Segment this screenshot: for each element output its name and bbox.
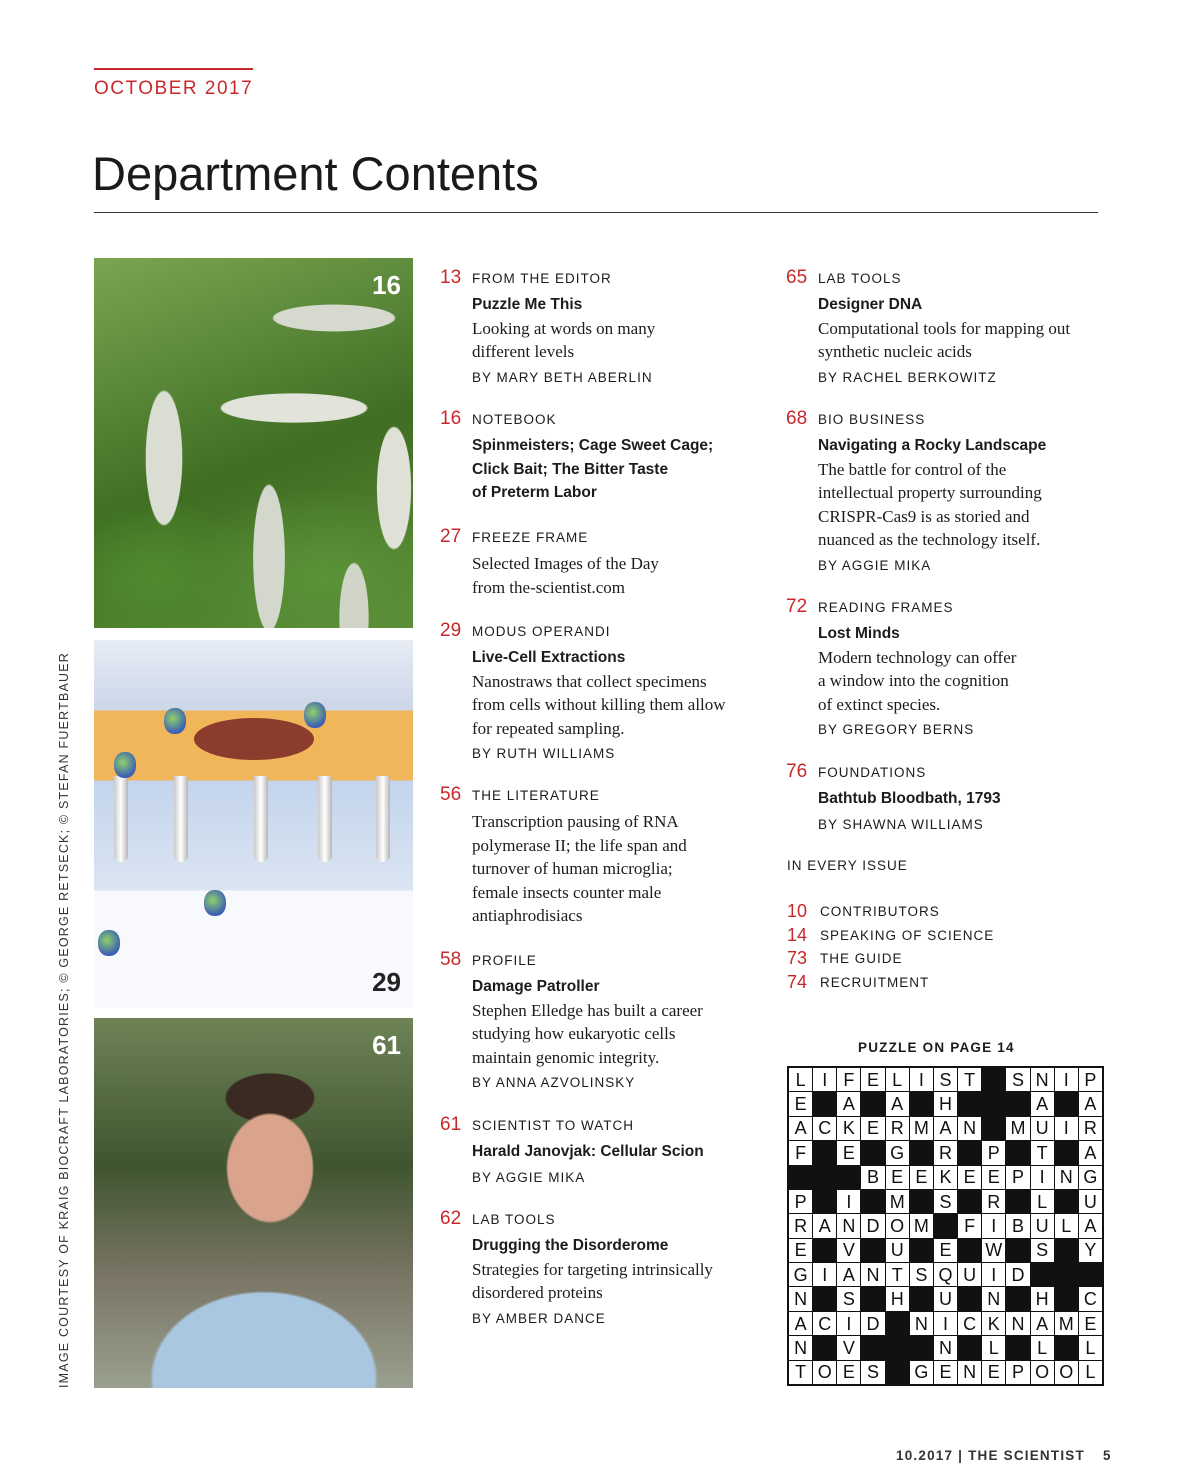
entry-description: The battle for control of the intellectual property surrounding CRISPR-Cas9 is as storied and nuanced as the technology itself. (818, 459, 1042, 549)
crossword-letter-cell: A (837, 1092, 860, 1115)
toc-entry[interactable] (440, 1208, 802, 1328)
issue-item-label: THE GUIDE (820, 951, 903, 967)
crossword-letter-cell: S (910, 1263, 933, 1286)
crossword-letter-cell: F (837, 1068, 860, 1091)
crossword-black-cell (861, 1141, 884, 1164)
crossword-black-cell (813, 1336, 836, 1359)
issue-item[interactable] (787, 900, 994, 924)
crossword-letter-cell: D (861, 1214, 884, 1237)
nanostraw-shape (376, 776, 390, 862)
crossword-black-cell (813, 1166, 836, 1189)
crossword-letter-cell: I (1031, 1166, 1054, 1189)
crossword-letter-cell: L (1079, 1361, 1102, 1384)
toc-entry[interactable] (440, 784, 802, 928)
silkworm-photo (94, 258, 413, 628)
crossword-letter-cell: E (934, 1239, 957, 1262)
crossword-letter-cell: I (910, 1068, 933, 1091)
protein-blob (304, 702, 326, 728)
crossword-letter-cell: U (886, 1239, 909, 1262)
crossword-letter-cell: E (982, 1361, 1005, 1384)
crossword-letter-cell: D (861, 1312, 884, 1335)
crossword-letter-cell: K (982, 1312, 1005, 1335)
crossword-letter-cell: M (910, 1117, 933, 1140)
toc-entry[interactable] (440, 949, 802, 1092)
crossword-letter-cell: H (934, 1092, 957, 1115)
crossword-letter-cell: E (886, 1166, 909, 1189)
crossword-black-cell (886, 1336, 909, 1359)
entry-department: FOUNDATIONS (818, 765, 927, 780)
crossword-letter-cell: I (837, 1190, 860, 1213)
crossword-letter-cell: N (958, 1117, 981, 1140)
crossword-letter-cell: H (886, 1287, 909, 1310)
issue-item-page: 73 (787, 948, 808, 969)
crossword-letter-cell: L (1079, 1336, 1102, 1359)
toc-entry[interactable] (440, 267, 802, 387)
issue-item-label: RECRUITMENT (820, 974, 930, 990)
crossword-black-cell (982, 1092, 1005, 1115)
crossword-black-cell (1055, 1190, 1078, 1213)
crossword-letter-cell: F (789, 1141, 812, 1164)
crossword-letter-cell: T (1031, 1141, 1054, 1164)
footer-page-number: 5 (1102, 1448, 1112, 1463)
toc-entry[interactable] (440, 620, 802, 763)
crossword-letter-cell: O (886, 1214, 909, 1237)
crossword-letter-cell: I (813, 1068, 836, 1091)
crossword-black-cell (982, 1117, 1005, 1140)
crossword-letter-cell: I (813, 1263, 836, 1286)
crossword-letter-cell: N (789, 1336, 812, 1359)
crossword-black-cell (1055, 1239, 1078, 1262)
crossword-letter-cell: R (789, 1214, 812, 1237)
crossword-letter-cell: N (982, 1287, 1005, 1310)
crossword-letter-cell: G (1079, 1166, 1102, 1189)
entry-department: READING FRAMES (818, 600, 954, 615)
crossword-black-cell (1006, 1141, 1029, 1164)
crossword-letter-cell: E (982, 1166, 1005, 1189)
footer-text: 10.2017 | THE SCIENTIST (896, 1448, 1085, 1463)
crossword-letter-cell: L (982, 1336, 1005, 1359)
crossword-letter-cell: C (958, 1312, 981, 1335)
crossword-letter-cell: V (837, 1239, 860, 1262)
toc-entry[interactable] (786, 761, 1148, 834)
entry-byline: BY GREGORY BERNS (818, 722, 975, 737)
crossword-black-cell (958, 1092, 981, 1115)
crossword-black-cell (910, 1336, 933, 1359)
crossword-black-cell (813, 1190, 836, 1213)
crossword-letter-cell: A (837, 1263, 860, 1286)
crossword-black-cell (1055, 1141, 1078, 1164)
crossword-letter-cell: C (813, 1117, 836, 1140)
crossword-letter-cell: V (837, 1336, 860, 1359)
crossword-letter-cell: L (1031, 1336, 1054, 1359)
crossword-black-cell (789, 1166, 812, 1189)
crossword-letter-cell: E (934, 1361, 957, 1384)
issue-month: OCTOBER 2017 (94, 68, 253, 100)
crossword-black-cell (813, 1239, 836, 1262)
protein-blob (164, 708, 186, 734)
crossword-black-cell (1006, 1336, 1029, 1359)
crossword-black-cell (958, 1190, 981, 1213)
crossword-black-cell (958, 1239, 981, 1262)
crossword-letter-cell: U (1031, 1214, 1054, 1237)
crossword-letter-cell: S (837, 1287, 860, 1310)
entry-page-number: 61 (440, 1114, 462, 1135)
entry-description: Nanostraws that collect specimens from cells without killing them allow for repeated sampling. (472, 671, 726, 738)
crossword-black-cell (1055, 1092, 1078, 1115)
crossword-black-cell (982, 1068, 1005, 1091)
entry-page-number: 16 (440, 408, 462, 429)
entry-page-number: 68 (786, 408, 808, 429)
crossword-letter-cell: S (934, 1190, 957, 1213)
page-footer (896, 1448, 1112, 1463)
crossword-black-cell (813, 1287, 836, 1310)
crossword-black-cell (813, 1141, 836, 1164)
crossword-letter-cell: T (789, 1361, 812, 1384)
crossword-black-cell (958, 1336, 981, 1359)
entry-description: Transcription pausing of RNA polymerase II; the life span and turnover of human microglia; female insects counter male antiaphrodisiacs (472, 812, 687, 925)
crossword-letter-cell: T (886, 1263, 909, 1286)
crossword-letter-cell: N (1006, 1312, 1029, 1335)
crossword-letter-cell: K (837, 1117, 860, 1140)
entry-department: PROFILE (472, 953, 537, 968)
issue-item-page: 10 (787, 901, 808, 922)
crossword-letter-cell: I (837, 1312, 860, 1335)
nanostraw-shape (254, 776, 268, 862)
crossword-grid (787, 1066, 1104, 1386)
crossword-letter-cell: S (934, 1068, 957, 1091)
entry-department: MODUS OPERANDI (472, 624, 611, 639)
crossword-letter-cell: A (789, 1312, 812, 1335)
crossword-letter-cell: P (789, 1190, 812, 1213)
crossword-black-cell (886, 1312, 909, 1335)
crossword-letter-cell: E (1079, 1312, 1102, 1335)
toc-entry[interactable] (440, 1114, 802, 1187)
crossword-black-cell (910, 1141, 933, 1164)
crossword-letter-cell: B (1006, 1214, 1029, 1237)
entry-title: Damage Patroller (472, 978, 600, 995)
toc-entry[interactable] (440, 526, 802, 599)
crossword-letter-cell: R (886, 1117, 909, 1140)
entry-description: Strategies for targeting intrinsically disordered proteins (472, 1259, 713, 1302)
entry-title: Puzzle Me This (472, 296, 583, 313)
entry-title: Harald Janovjak: Cellular Scion (472, 1143, 704, 1160)
image-credit: IMAGE COURTESY OF KRAIG BIOCRAFT LABORATORIES; © GEORGE RETSECK; © STEFAN FUERTBAUER (57, 651, 71, 1388)
entry-page-number: 76 (786, 761, 808, 782)
entry-department: FROM THE EDITOR (472, 271, 612, 286)
crossword-letter-cell: A (1031, 1312, 1054, 1335)
crossword-letter-cell: N (837, 1214, 860, 1237)
title-divider (94, 212, 1098, 213)
crossword-letter-cell: H (1031, 1287, 1054, 1310)
entry-title: Designer DNA (818, 296, 923, 313)
portrait-photo (94, 1018, 413, 1388)
crossword-letter-cell: G (789, 1263, 812, 1286)
crossword-black-cell (1031, 1263, 1054, 1286)
entry-byline: BY ANNA AZVOLINSKY (472, 1075, 636, 1090)
entry-department: BIO BUSINESS (818, 412, 926, 427)
photo-page-number: 61 (372, 1030, 401, 1060)
issue-item-page: 74 (787, 971, 808, 992)
entry-byline: BY MARY BETH ABERLIN (472, 369, 653, 385)
crossword-letter-cell: Y (1079, 1239, 1102, 1262)
crossword-letter-cell: I (1055, 1068, 1078, 1091)
crossword-letter-cell: P (1006, 1166, 1029, 1189)
crossword-letter-cell: F (958, 1214, 981, 1237)
entry-page-number: 65 (786, 267, 808, 288)
crossword-letter-cell: N (910, 1312, 933, 1335)
crossword-letter-cell: A (1079, 1141, 1102, 1164)
crossword-letter-cell: A (934, 1117, 957, 1140)
crossword-black-cell (958, 1287, 981, 1310)
entry-department: LAB TOOLS (818, 271, 902, 286)
crossword-letter-cell: P (1079, 1068, 1102, 1091)
entry-title: Navigating a Rocky Landscape (818, 437, 1047, 454)
crossword-black-cell (1055, 1336, 1078, 1359)
entry-department: LAB TOOLS (472, 1212, 556, 1227)
crossword-letter-cell: U (934, 1287, 957, 1310)
crossword-letter-cell: D (1006, 1263, 1029, 1286)
crossword-letter-cell: P (982, 1141, 1005, 1164)
crossword-black-cell (1006, 1239, 1029, 1262)
entry-description: Stephen Elledge has built a career studying how eukaryotic cells maintain genomic integrity. (472, 1000, 703, 1067)
crossword-black-cell (1006, 1190, 1029, 1213)
crossword-black-cell (813, 1092, 836, 1115)
entry-department: SCIENTIST TO WATCH (472, 1118, 635, 1133)
crossword-letter-cell: W (982, 1239, 1005, 1262)
entry-department: THE LITERATURE (472, 788, 600, 803)
crossword-letter-cell: E (958, 1166, 981, 1189)
crossword-black-cell (861, 1190, 884, 1213)
entry-byline: BY AMBER DANCE (472, 1310, 606, 1326)
nanostraw-shape (318, 776, 332, 862)
crossword-black-cell (910, 1287, 933, 1310)
crossword-letter-cell: N (1031, 1068, 1054, 1091)
crossword-letter-cell: O (813, 1361, 836, 1384)
crossword-letter-cell: A (789, 1117, 812, 1140)
page-title: Department Contents (92, 147, 539, 200)
entry-byline: BY AGGIE MIKA (818, 557, 932, 573)
crossword-letter-cell: E (861, 1068, 884, 1091)
crossword-letter-cell: R (982, 1190, 1005, 1213)
issue-item-label: CONTRIBUTORS (820, 904, 940, 920)
crossword-letter-cell: M (1055, 1312, 1078, 1335)
crossword-letter-cell: N (934, 1336, 957, 1359)
entry-page-number: 27 (440, 526, 462, 547)
entry-page-number: 56 (440, 784, 462, 805)
crossword-letter-cell: I (982, 1214, 1005, 1237)
crossword-black-cell (910, 1190, 933, 1213)
issue-item[interactable] (787, 971, 994, 995)
crossword-letter-cell: N (789, 1287, 812, 1310)
crossword-black-cell (1006, 1092, 1029, 1115)
entry-byline: BY SHAWNA WILLIAMS (818, 816, 984, 832)
crossword-letter-cell: E (861, 1117, 884, 1140)
crossword-black-cell (837, 1166, 860, 1189)
entry-department: NOTEBOOK (472, 412, 557, 427)
crossword-black-cell (934, 1214, 957, 1237)
toc-entry[interactable] (786, 267, 1148, 387)
crossword-black-cell (1055, 1263, 1078, 1286)
issue-item-label: SPEAKING OF SCIENCE (820, 927, 995, 943)
crossword-black-cell (861, 1239, 884, 1262)
crossword-letter-cell: U (1079, 1190, 1102, 1213)
toc-entry[interactable] (440, 408, 802, 505)
crossword-letter-cell: M (910, 1214, 933, 1237)
crossword-letter-cell: E (789, 1092, 812, 1115)
toc-entry[interactable] (786, 408, 1148, 575)
crossword-letter-cell: A (1079, 1214, 1102, 1237)
crossword-letter-cell: L (1031, 1190, 1054, 1213)
crossword-letter-cell: B (861, 1166, 884, 1189)
crossword-letter-cell: P (1006, 1361, 1029, 1384)
entry-page-number: 62 (440, 1208, 462, 1229)
crossword-letter-cell: E (910, 1166, 933, 1189)
entry-description: Computational tools for mapping out synthetic nucleic acids (818, 318, 1071, 361)
crossword-letter-cell: S (861, 1361, 884, 1384)
crossword-letter-cell: C (1079, 1287, 1102, 1310)
crossword-letter-cell: L (789, 1068, 812, 1091)
crossword-letter-cell: E (789, 1239, 812, 1262)
crossword-letter-cell: I (982, 1263, 1005, 1286)
crossword-black-cell (910, 1239, 933, 1262)
crossword-letter-cell: I (934, 1312, 957, 1335)
crossword-letter-cell: M (1006, 1117, 1029, 1140)
nanostraw-illustration (94, 640, 413, 1008)
entry-description: Selected Images of the Day from the-scientist.com (472, 554, 659, 597)
crossword-black-cell (1079, 1263, 1102, 1286)
crossword-black-cell (910, 1092, 933, 1115)
crossword-letter-cell: E (837, 1361, 860, 1384)
toc-entry[interactable] (786, 596, 1148, 739)
crossword-letter-cell: S (1031, 1239, 1054, 1262)
crossword-letter-cell: I (1055, 1117, 1078, 1140)
entry-description: Modern technology can offer a window into the cognition of extinct species. (818, 647, 1017, 714)
crossword-letter-cell: Q (934, 1263, 957, 1286)
crossword-letter-cell: T (958, 1068, 981, 1091)
crossword-black-cell (861, 1287, 884, 1310)
crossword-letter-cell: R (1079, 1117, 1102, 1140)
puzzle-label: PUZZLE ON PAGE 14 (858, 1040, 1015, 1055)
entry-page-number: 13 (440, 267, 462, 288)
protein-blob (98, 930, 120, 956)
crossword-letter-cell: G (910, 1361, 933, 1384)
entry-byline: BY AGGIE MIKA (472, 1169, 586, 1185)
protein-blob (204, 890, 226, 916)
crossword-black-cell (958, 1141, 981, 1164)
nanostraw-shape (114, 776, 128, 862)
in-every-issue-list (787, 900, 994, 994)
crossword-black-cell (861, 1336, 884, 1359)
crossword-letter-cell: N (1055, 1166, 1078, 1189)
crossword-letter-cell: O (1055, 1361, 1078, 1384)
crossword-letter-cell: A (813, 1214, 836, 1237)
crossword-letter-cell: A (886, 1092, 909, 1115)
photo-page-number: 16 (372, 270, 401, 300)
crossword-letter-cell: U (958, 1263, 981, 1286)
crossword-letter-cell: K (934, 1166, 957, 1189)
crossword-black-cell (886, 1361, 909, 1384)
nucleus-shape (194, 718, 314, 760)
photo-page-number: 29 (372, 967, 401, 997)
crossword-black-cell (1006, 1287, 1029, 1310)
crossword-black-cell (1055, 1287, 1078, 1310)
crossword-letter-cell: G (886, 1141, 909, 1164)
issue-item[interactable] (787, 924, 994, 948)
in-every-issue-heading: IN EVERY ISSUE (787, 858, 908, 873)
crossword-letter-cell: M (886, 1190, 909, 1213)
crossword-letter-cell: U (1031, 1117, 1054, 1140)
crossword-letter-cell: R (934, 1141, 957, 1164)
crossword-letter-cell: L (886, 1068, 909, 1091)
entry-department: FREEZE FRAME (472, 530, 589, 545)
crossword-letter-cell: A (1079, 1092, 1102, 1115)
entry-description: Looking at words on many different levels (472, 318, 656, 361)
issue-item-page: 14 (787, 924, 808, 945)
entry-page-number: 29 (440, 620, 462, 641)
crossword-letter-cell: A (1031, 1092, 1054, 1115)
entry-title: Drugging the Disorderome (472, 1237, 669, 1254)
entry-page-number: 58 (440, 949, 462, 970)
crossword-letter-cell: N (958, 1361, 981, 1384)
entry-title: Spinmeisters; Cage Sweet Cage; Click Bait; The Bitter Taste of Preterm Labor (472, 437, 714, 501)
issue-item[interactable] (787, 947, 994, 971)
protein-blob (114, 752, 136, 778)
crossword-letter-cell: L (1055, 1214, 1078, 1237)
entry-byline: BY RUTH WILLIAMS (472, 746, 616, 761)
crossword-letter-cell: C (813, 1312, 836, 1335)
entry-title: Bathtub Bloodbath, 1793 (818, 790, 1001, 807)
nanostraw-shape (174, 776, 188, 862)
crossword-letter-cell: O (1031, 1361, 1054, 1384)
crossword-letter-cell: N (861, 1263, 884, 1286)
entry-page-number: 72 (786, 596, 808, 617)
crossword-letter-cell: S (1006, 1068, 1029, 1091)
crossword-black-cell (861, 1092, 884, 1115)
entry-byline: BY RACHEL BERKOWITZ (818, 369, 997, 385)
crossword-letter-cell: E (837, 1141, 860, 1164)
entry-title: Live-Cell Extractions (472, 649, 626, 666)
entry-title: Lost Minds (818, 625, 900, 642)
